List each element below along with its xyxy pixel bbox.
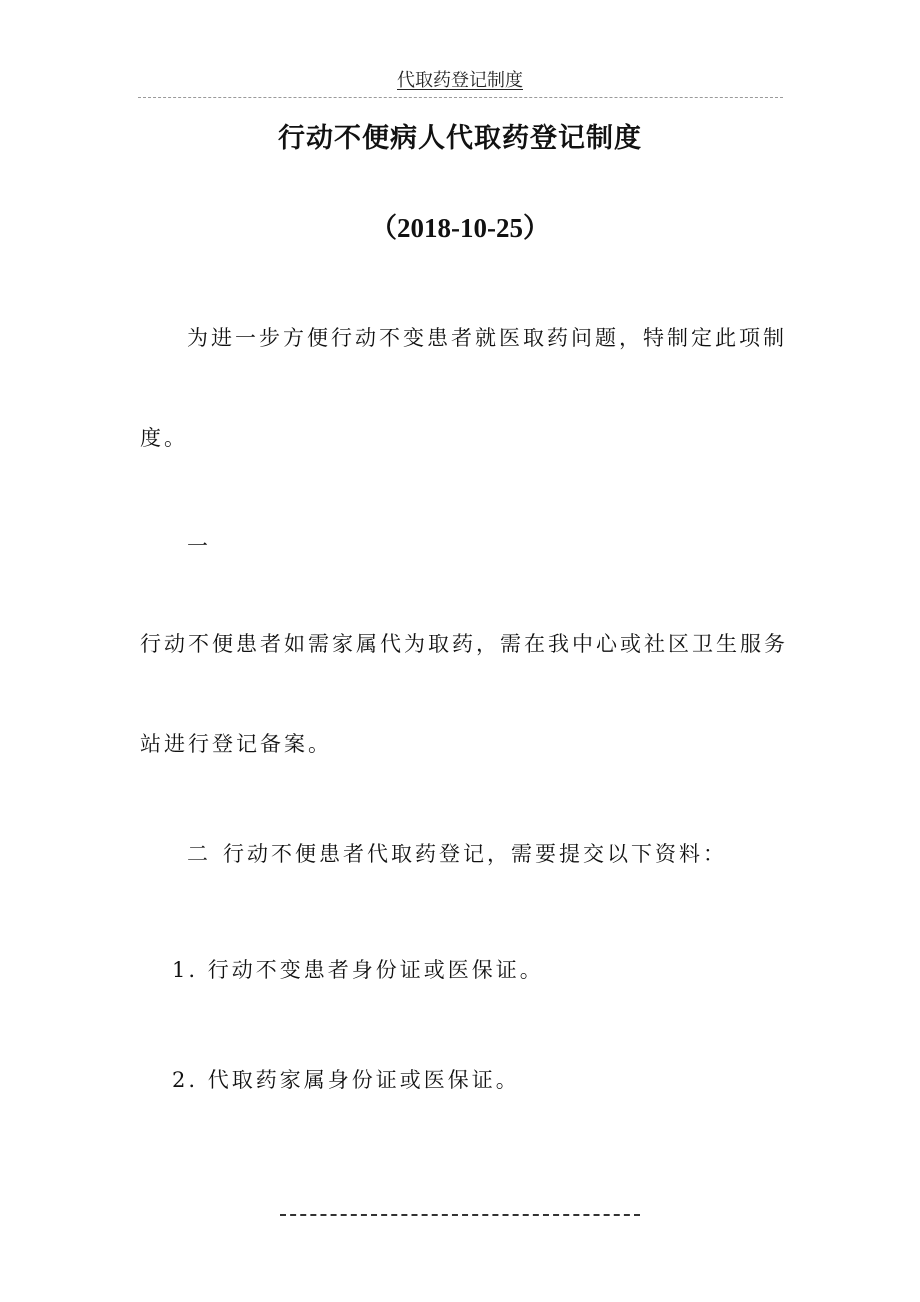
footer-divider (280, 1208, 640, 1216)
document-date: （2018-10-25） (370, 213, 550, 243)
running-header: 代取药登记制度 (397, 70, 523, 91)
section-1-marker: 一 (187, 534, 208, 558)
section-1-line-1: 行动不便患者如需家属代为取药，需在我中心或社区卫生服务 (140, 632, 788, 656)
intro-paragraph-line-2: 度。 (140, 426, 188, 450)
list-item-1: 1. 行动不变患者身份证或医保证。 (172, 958, 544, 982)
section-2-text: 行动不便患者代取药登记，需要提交以下资料： (223, 842, 727, 866)
document-title: 行动不便病人代取药登记制度 (278, 123, 642, 154)
footer-dashed-line (280, 1214, 640, 1216)
intro-paragraph-line-1: 为进一步方便行动不变患者就医取药问题，特制定此项制 (187, 326, 787, 350)
section-2-marker: 二 (187, 842, 211, 866)
section-2-heading (187, 838, 727, 868)
header-divider (138, 97, 783, 98)
section-1-line-2: 站进行登记备案。 (140, 732, 332, 756)
list-item-2: 2. 代取药家属身份证或医保证。 (172, 1068, 520, 1092)
